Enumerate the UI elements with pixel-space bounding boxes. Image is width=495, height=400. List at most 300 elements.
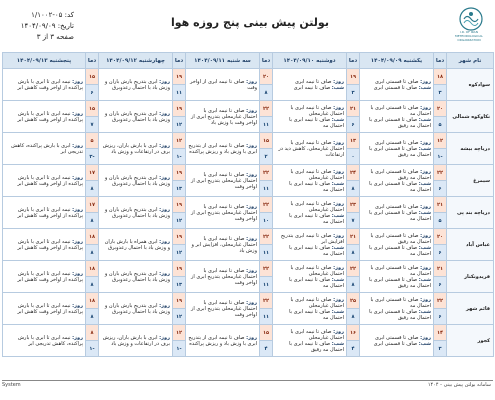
night-forecast-text: صاف تا قسمتی ابری با احتمال مه رقیق	[369, 116, 431, 129]
day-forecast	[101, 111, 170, 123]
day-label: روز:	[420, 104, 431, 111]
max-temp: ۱۴	[434, 325, 447, 341]
night-forecast	[362, 85, 431, 91]
night-forecast	[275, 213, 344, 225]
min-temp: ۱۲	[173, 309, 186, 325]
column-header-day-2: دوشنبه ۱۴۰۴/۰۹/۱۰	[273, 53, 347, 69]
day-forecast-text: صاف تا نیمه ابری بتدریج افزایش ابر	[280, 232, 344, 245]
forecast-description	[99, 325, 173, 357]
night-label: شب:	[331, 212, 344, 219]
day-label: روز:	[246, 142, 257, 149]
min-temp: ۱۱	[260, 245, 273, 261]
night-label: شب:	[331, 180, 344, 187]
max-temp: ۲۲	[260, 101, 273, 117]
max-temp: ۱۸	[86, 229, 99, 245]
forecast-description	[3, 197, 86, 229]
night-forecast-text: صاف تا نیمه ابری با احتمال مه	[289, 308, 344, 321]
forecast-description	[360, 197, 434, 229]
max-temp: ۲۲	[260, 197, 273, 213]
night-forecast	[275, 277, 344, 289]
min-temp: ۶	[434, 277, 447, 293]
min-temp: ۳	[434, 85, 447, 101]
forecast-description	[360, 101, 434, 133]
table-row	[3, 133, 494, 149]
night-forecast-text: صاف تا قسمتی ابری	[373, 340, 418, 347]
night-forecast	[362, 309, 431, 321]
min-temp: ۸	[86, 277, 99, 293]
min-temp: ۸	[347, 309, 360, 325]
forecast-description	[273, 261, 347, 293]
table-row	[3, 197, 494, 213]
day-label: روز:	[72, 142, 83, 149]
night-forecast	[362, 146, 431, 158]
max-temp: ۲۱	[434, 261, 447, 277]
night-label: شب:	[418, 276, 431, 283]
min-temp: ۱۱	[260, 277, 273, 293]
column-header-city: نام شهر	[447, 53, 494, 69]
night-forecast-text: صاف تا نیمه ابری با احتمال مه	[289, 116, 344, 129]
min-temp: ۴	[260, 341, 273, 357]
min-temp: ۱۲	[173, 245, 186, 261]
max-temp: ۱۵	[86, 101, 99, 117]
night-label: شب:	[418, 145, 431, 152]
max-temp: ۸	[86, 325, 99, 341]
max-temp: ۲۱	[347, 229, 360, 245]
max-temp: ۲۲	[434, 165, 447, 181]
forecast-description	[99, 197, 173, 229]
night-forecast	[275, 309, 344, 321]
forecast-description	[99, 69, 173, 101]
forecast-description	[99, 261, 173, 293]
day-forecast	[101, 175, 170, 187]
max-temp: ۱۵	[260, 325, 273, 341]
day-forecast-text: ابری با بارش باران، ریزش برف در ارتفاعات و وزش باد	[102, 142, 170, 155]
column-header-day-5: پنجشنبه ۱۴۰۴/۰۹/۱۳	[3, 53, 86, 69]
max-temp: ۲۲	[347, 261, 360, 277]
forecast-description	[360, 293, 434, 325]
day-label: روز:	[72, 110, 83, 117]
min-temp: ۸	[86, 213, 99, 229]
max-temp: ۱۹	[173, 229, 186, 245]
footer-divider	[2, 380, 493, 381]
min-temp: -۳	[86, 149, 99, 165]
day-label: روز:	[159, 302, 170, 309]
day-forecast-text: نیمه ابری تا ابری با بارش پراکنده، کاهش تدریجی ابر	[17, 334, 83, 347]
min-temp: ۲	[260, 149, 273, 165]
night-forecast-text: صاف تا قسمتی ابری با احتمال مه رقیق	[369, 308, 431, 321]
min-temp: -۱	[173, 149, 186, 165]
max-temp: ۵	[86, 133, 99, 149]
max-temp: ۲۲	[260, 165, 273, 181]
night-label: شب:	[331, 244, 344, 251]
day-forecast-text: ابری بتدریج بارش باران و وزش باد با احتمال رعدوبرق	[104, 206, 170, 219]
day-forecast	[362, 265, 431, 277]
day-label: روز:	[420, 168, 431, 175]
night-forecast-text: صاف تا قسمتی ابری با احتمال مه رقیق	[369, 276, 431, 289]
day-forecast-text: ابری بتدریج بارش باران و وزش باد با احتمال رعدوبرق	[104, 302, 170, 315]
max-temp: ۲۳	[347, 197, 360, 213]
city-name: قائم شهر	[447, 293, 494, 325]
day-forecast-text: صاف تا نیمه ابری با احتمال غبارمحلی بتدریج ابری از اواخر وقت	[191, 171, 257, 190]
day-label: روز:	[420, 334, 431, 341]
max-temp: ۱۵	[86, 69, 99, 85]
forecast-description	[3, 133, 86, 165]
day-forecast	[188, 300, 257, 318]
max-temp: ۱۸	[86, 261, 99, 277]
day-forecast	[188, 143, 257, 155]
forecast-description	[360, 165, 434, 197]
max-temp: ۱۹	[173, 165, 186, 181]
min-temp: ۱۱	[260, 117, 273, 133]
day-forecast	[275, 140, 344, 158]
day-forecast	[362, 297, 431, 309]
forecast-description	[186, 293, 260, 325]
day-forecast	[101, 207, 170, 219]
column-header-day-1: یکشنبه ۱۴۰۴/۰۹/۰۹	[360, 53, 434, 69]
min-temp: ۸	[260, 85, 273, 101]
night-forecast	[275, 85, 344, 91]
day-forecast-text: صاف تا نیمه ابری با احتمال غبارمحلی بتدریج ابری از اواخر وقت	[191, 267, 257, 286]
night-label: شب:	[331, 340, 344, 347]
day-forecast	[188, 108, 257, 126]
max-temp: ۱۷	[86, 197, 99, 213]
forecast-description	[273, 293, 347, 325]
forecast-table	[2, 52, 494, 357]
max-temp: ۲۲	[434, 293, 447, 309]
day-forecast	[5, 271, 83, 283]
day-label: روز:	[159, 270, 170, 277]
day-forecast-text: صاف تا قسمتی ابری با احتمال مه	[370, 296, 431, 309]
day-label: روز:	[420, 296, 431, 303]
min-temp: ۱۱	[260, 309, 273, 325]
min-temp: ۱۱	[260, 181, 273, 197]
day-forecast-text: نیمه ابری تا ابری با بارش پراکنده از اواخر وقت کاهش ابر	[17, 78, 83, 91]
day-forecast	[5, 207, 83, 219]
forecast-description	[273, 325, 347, 357]
day-forecast-text: صاف تا نیمه ابری با احتمال غبارمحلی بتدریج ابری از اواخر وقت	[191, 203, 257, 222]
night-forecast-text: صاف تا قسمتی ابری با احتمال مه	[369, 209, 431, 222]
day-forecast	[188, 236, 257, 254]
forecast-description	[273, 69, 347, 101]
forecast-description	[99, 165, 173, 197]
max-temp: ۲۲	[260, 261, 273, 277]
forecast-description	[360, 325, 434, 357]
forecast-description	[186, 197, 260, 229]
day-forecast-text: صاف تا قسمتی ابری	[375, 334, 419, 341]
day-label: روز:	[159, 206, 170, 213]
min-temp: ۶	[434, 309, 447, 325]
day-forecast-text: ابری بتدریج بارش باران و وزش باد با احتمال رعدوبرق	[104, 110, 170, 123]
day-forecast-text: صاف تا قسمتی ابری	[375, 203, 419, 210]
min-temp: ۵	[434, 117, 447, 133]
min-temp: ۶	[347, 117, 360, 133]
forecast-description	[99, 229, 173, 261]
day-forecast-text: صاف تا نیمه ابری با احتمال غبارمحلی، کاهش دید در ارتفاعات	[278, 139, 344, 158]
min-temp: ۵	[434, 213, 447, 229]
max-temp: ۱۳	[347, 133, 360, 149]
night-label: شب:	[418, 209, 431, 216]
day-forecast	[275, 169, 344, 181]
day-forecast	[5, 111, 83, 123]
day-label: روز:	[159, 334, 170, 341]
city-name: سیمرغ	[447, 165, 494, 197]
night-forecast	[362, 210, 431, 222]
day-forecast-text: صاف تا نیمه ابری با احتمال غبارمحلی بتدریج ابری از اواخر وقت	[191, 299, 257, 318]
day-forecast-text: صاف تا قسمتی ابری	[375, 78, 419, 85]
day-label: روز:	[333, 264, 344, 271]
night-label: شب:	[418, 84, 431, 91]
day-label: روز:	[72, 270, 83, 277]
min-temp: ۱۲	[173, 117, 186, 133]
forecast-description	[3, 293, 86, 325]
forecast-description	[186, 133, 260, 165]
min-temp: ۸	[86, 181, 99, 197]
max-temp: ۲۱	[434, 197, 447, 213]
day-label: روز:	[246, 267, 257, 274]
day-label: روز:	[420, 264, 431, 271]
min-temp: ۳	[434, 341, 447, 357]
max-temp: ۱۹	[173, 293, 186, 309]
forecast-description	[360, 229, 434, 261]
max-temp: ۱۹	[173, 101, 186, 117]
day-label: روز:	[333, 328, 344, 335]
max-temp: ۱۹	[173, 197, 186, 213]
day-forecast-text: صاف تا نیمه ابری از بتدریج ابری با وزش باد و ریزش پراکنده	[188, 142, 257, 155]
max-temp: ۲۲	[260, 293, 273, 309]
night-forecast	[275, 117, 344, 129]
table-row	[3, 261, 494, 277]
day-forecast-text: نیمه ابری تا ابری با بارش پراکنده از اواخر وقت کاهش ابر	[17, 206, 83, 219]
day-label: روز:	[333, 200, 344, 207]
day-label: روز:	[246, 78, 257, 85]
column-header-temp: دما	[347, 53, 360, 69]
night-forecast	[275, 341, 344, 353]
city-name: فریدونکنار	[447, 261, 494, 293]
day-forecast-text: نیمه ابری تا ابری با بارش پراکنده از اواخر وقت کاهش ابر	[17, 110, 83, 123]
min-temp: ۸	[86, 309, 99, 325]
document-meta	[4, 10, 74, 43]
night-label: شب:	[331, 84, 344, 91]
night-label: شب:	[418, 308, 431, 315]
bulletin-header	[0, 0, 495, 46]
min-temp: ۸	[347, 245, 360, 261]
max-temp: ۱۷	[86, 165, 99, 181]
city-name: دریاچه بند پی	[447, 197, 494, 229]
night-forecast-text: صاف تا قسمتی ابری	[373, 84, 418, 91]
day-forecast-text: نیمه ابری تا ابری با بارش پراکنده از اواخر وقت کاهش ابر	[17, 238, 83, 251]
night-label: شب:	[418, 340, 431, 347]
night-forecast	[362, 277, 431, 289]
day-forecast-text: صاف تا نیمه ابری	[294, 78, 332, 85]
day-label: روز:	[72, 334, 83, 341]
night-label: شب:	[418, 244, 431, 251]
day-forecast	[101, 79, 170, 91]
night-forecast-text: صاف تا نیمه ابری با احتمال مه	[289, 180, 344, 193]
min-temp: -۱	[434, 149, 447, 165]
day-forecast-text: صاف تا قسمتی ابری با احتمال مه	[370, 264, 431, 277]
day-forecast	[188, 335, 257, 347]
max-temp: ۱۹	[347, 69, 360, 85]
night-forecast-text: صاف تا نیمه ابری با احتمال مه	[289, 276, 344, 289]
day-label: روز:	[246, 107, 257, 114]
day-forecast	[188, 172, 257, 190]
day-label: روز:	[246, 334, 257, 341]
forecast-description	[186, 325, 260, 357]
day-label: روز:	[333, 104, 344, 111]
day-forecast	[188, 204, 257, 222]
column-header-day-3: سه شنبه ۱۴۰۴/۰۹/۱۱	[186, 53, 260, 69]
night-label: شب:	[418, 116, 431, 123]
forecast-description	[99, 293, 173, 325]
day-label: روز:	[246, 235, 257, 242]
day-forecast-text: صاف تا نیمه ابری با احتمال غبارمحلی	[290, 104, 344, 117]
forecast-description	[360, 133, 434, 165]
day-label: روز:	[159, 110, 170, 117]
day-label: روز:	[72, 238, 83, 245]
day-label: روز:	[420, 78, 431, 85]
night-forecast-text: صاف تا قسمتی ابری با احتمال مه	[369, 180, 431, 193]
day-forecast	[275, 233, 344, 245]
night-forecast	[362, 117, 431, 129]
forecast-description	[3, 165, 86, 197]
day-label: روز:	[72, 78, 83, 85]
max-temp: ۲۰	[434, 101, 447, 117]
max-temp: ۲۴	[347, 165, 360, 181]
min-temp: ۸	[347, 181, 360, 197]
min-temp: ۶	[434, 245, 447, 261]
day-forecast	[101, 143, 170, 155]
footer-system-label: System	[2, 382, 21, 388]
forecast-description	[3, 229, 86, 261]
max-temp: ۱۶	[347, 325, 360, 341]
min-temp: ۶	[434, 181, 447, 197]
forecast-description	[273, 101, 347, 133]
min-temp: -۱	[86, 341, 99, 357]
city-name: سوادکوه	[447, 69, 494, 101]
day-label: روز:	[72, 302, 83, 309]
table-row	[3, 165, 494, 181]
night-label: شب:	[331, 276, 344, 283]
day-forecast-text: نیمه ابری تا ابری با بارش پراکنده از اواخر وقت کاهش ابر	[17, 270, 83, 283]
max-temp: ۱۵	[260, 133, 273, 149]
forecast-description	[99, 101, 173, 133]
max-temp: ۱۲	[173, 133, 186, 149]
day-forecast-text: ابری همراه با بارش باران و وزش باد با احتمال رعدوبرق	[104, 238, 170, 251]
min-temp: ۱۲	[173, 213, 186, 229]
min-temp: -۱	[173, 341, 186, 357]
day-label: روز:	[159, 238, 170, 245]
night-forecast-text: صاف تا نیمه ابری با احتمال مه	[289, 212, 344, 225]
day-forecast	[362, 233, 431, 245]
day-label: روز:	[333, 232, 344, 239]
day-label: روز:	[72, 174, 83, 181]
city-name: دریاچه بیشه	[447, 133, 494, 165]
night-label: شب:	[331, 308, 344, 315]
min-temp: ۸	[347, 277, 360, 293]
table-row	[3, 229, 494, 245]
day-forecast	[5, 175, 83, 187]
min-temp: ۱۰	[260, 213, 273, 229]
min-temp: ۶	[86, 85, 99, 101]
day-forecast	[275, 105, 344, 117]
max-temp: ۲۱	[347, 101, 360, 117]
max-temp: ۱۲	[173, 325, 186, 341]
day-forecast	[5, 143, 83, 155]
day-forecast-text: صاف تا نیمه ابری از بتدریج ابری با وزش باد و ریزش پراکنده	[188, 334, 257, 347]
column-header-day-4: چهارشنبه ۱۴۰۴/۰۹/۱۲	[99, 53, 173, 69]
min-temp: ۱۳	[173, 277, 186, 293]
forecast-description	[99, 133, 173, 165]
page-title: بولتن پیش بینی پنج روزه هوا	[171, 16, 329, 29]
day-forecast	[5, 79, 83, 91]
page-number: صفحه ۳ از ۳	[36, 33, 74, 41]
day-forecast-text: ابری بتدریج بارش باران و وزش باد با احتمال رعدوبرق	[104, 270, 170, 283]
day-forecast-text: نیمه ابری تا ابری با بارش پراکنده از اواخر وقت کاهش ابر	[17, 302, 83, 315]
table-row	[3, 101, 494, 117]
day-forecast	[101, 239, 170, 251]
logo-caption: I.R. OF IRAN METEOROLOGICAL ORGANIZATION	[455, 30, 483, 42]
forecast-description	[273, 133, 347, 165]
day-forecast-text: صاف تا نیمه ابری با احتمال غبارمحلی	[290, 328, 344, 341]
day-forecast	[5, 239, 83, 251]
day-forecast-text: ابری بتدریج بارش باران و وزش باد با احتمال رعدوبرق	[104, 78, 170, 91]
min-temp: ۰	[347, 149, 360, 165]
city-name: نکاوکوه شمالی	[447, 101, 494, 133]
day-label: روز:	[333, 139, 344, 146]
night-forecast-text: صاف تا قسمتی ابری با احتمال مه	[369, 244, 431, 257]
night-forecast-text: صاف تا نیمه ابری	[293, 84, 331, 91]
day-forecast-text: صاف تا نیمه ابری با احتمال غبارمحلی	[290, 200, 344, 213]
day-label: روز:	[333, 78, 344, 85]
day-forecast	[275, 201, 344, 213]
day-label: روز:	[333, 296, 344, 303]
table-row	[3, 325, 494, 341]
forecast-description	[186, 229, 260, 261]
max-temp: ۲۰	[434, 229, 447, 245]
day-forecast	[188, 268, 257, 286]
max-temp: ۱۸	[434, 69, 447, 85]
day-forecast	[5, 335, 83, 347]
day-forecast-text: صاف تا نیمه ابری با احتمال غبارمحلی	[290, 168, 344, 181]
forecast-description	[273, 165, 347, 197]
day-forecast	[275, 265, 344, 277]
max-temp: ۲۵	[347, 293, 360, 309]
min-temp: ۱۱	[173, 85, 186, 101]
forecast-description	[3, 261, 86, 293]
forecast-description	[360, 69, 434, 101]
day-forecast-text: صاف تا قسمتی ابری	[375, 139, 419, 146]
day-forecast	[188, 79, 257, 91]
day-forecast-text: صاف تا قسمتی ابری با احتمال مه رقیق	[370, 232, 431, 245]
day-label: روز:	[159, 174, 170, 181]
city-name: عباس آباد	[447, 229, 494, 261]
night-forecast	[362, 245, 431, 257]
day-forecast-text: ابری بتدریج بارش باران و وزش باد با احتمال رعدوبرق	[104, 174, 170, 187]
day-forecast-text: ابری با بارش پراکنده، کاهش تدریجی ابر	[11, 142, 83, 155]
forecast-description	[186, 165, 260, 197]
night-forecast	[275, 245, 344, 257]
day-forecast	[101, 335, 170, 347]
min-temp: ۱۳	[173, 181, 186, 197]
day-forecast-text: صاف تا نیمه ابری با احتمال غبارمحلی، افزایش ابر و وزش باد	[191, 235, 257, 254]
day-label: روز:	[246, 299, 257, 306]
day-label: روز:	[72, 206, 83, 213]
day-forecast	[362, 105, 431, 117]
forecast-description	[186, 261, 260, 293]
day-forecast	[5, 303, 83, 315]
day-forecast	[362, 169, 431, 181]
day-label: روز:	[420, 232, 431, 239]
